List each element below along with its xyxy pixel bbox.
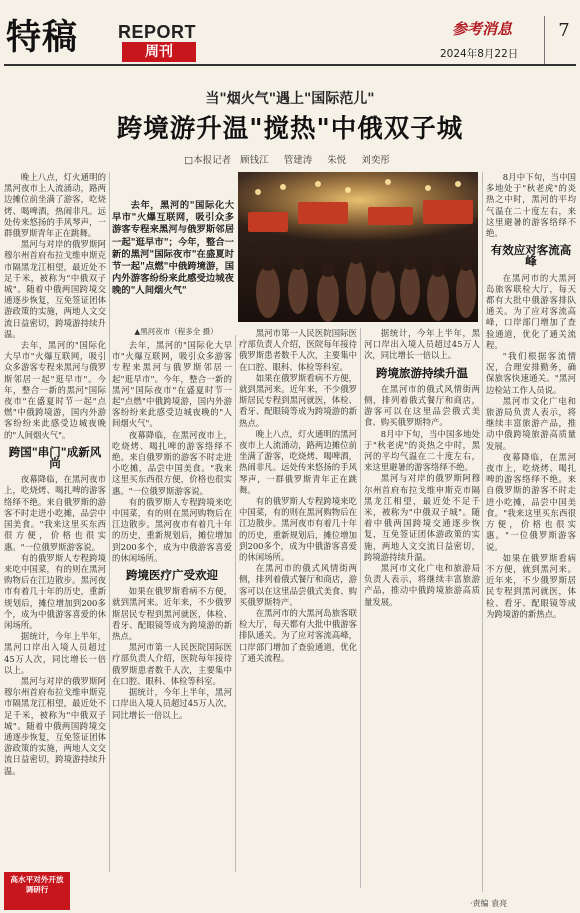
masthead-rule <box>4 64 576 66</box>
text-column-3 <box>239 328 357 888</box>
headline: 跨境游升温"搅热"中俄双子城 <box>116 114 464 144</box>
paragraph: 在黑河市的俄式风情街两侧，排列着俄式餐厅和商店，游客可以在这里品尝俄式美食、购买俄罗斯特产。 <box>239 563 357 607</box>
paragraph: 夜幕降临，在黑河夜市上，吃烧烤、喝扎啤的游客络绎不绝。来自俄罗斯的游客不时走进小吃摊，品尝中国美食。"我来这里买东西很方便，价格也很实惠。"一位俄罗斯游客说。 <box>486 451 576 552</box>
paragraph: 如果在俄罗斯看病不方便，就到黑河来。近年来，不少俄罗斯居民专程到黑河就医，体检、看牙、配眼镜等成为跨境游的新热点。 <box>239 372 357 428</box>
paragraph: 黑河市文化广电和旅游局负责人表示，将继续丰富旅游产品，推动中俄跨境旅游高质量发展。 <box>486 395 576 451</box>
paragraph: 据统计，今年上半年，黑河口岸出入境人员超过45万人次，同比增长一倍以上。 <box>4 631 106 675</box>
paragraph: 黑河市文化广电和旅游局负责人表示，将继续丰富旅游产品，推动中俄跨境旅游高质量发展。 <box>364 563 480 607</box>
paragraph: 夜幕降临，在黑河夜市上，吃烧烤、喝扎啤的游客络绎不绝。来自俄罗斯的游客不时走进小吃摊，品尝中国美食。"我来这里买东西很方便，价格也很实惠。"一位俄罗斯游客说。 <box>112 429 232 496</box>
column-rule <box>482 172 483 892</box>
photo-caption: ▲黑河夜市（程多全 摄） <box>134 327 218 336</box>
page-number: 7 <box>558 20 570 41</box>
paper-logo: 参考消息 <box>452 20 513 38</box>
paragraph: 据统计，今年上半年，黑河口岸出入境人员超过45万人次，同比增长一倍以上。 <box>112 687 232 720</box>
night-market-photo <box>238 172 478 322</box>
author-name: 管建涛 <box>283 155 313 166</box>
section-heading: 有效应对客流高峰 <box>490 243 572 269</box>
paragraph: 在黑河市的大黑河岛旅客联检大厅，每天都有大批中俄游客排队通关。为了应对客流高峰，口岸部门增加了查验通道，优化了通关流程。 <box>239 608 357 663</box>
section-heading: 跨境医疗广受欢迎 <box>126 568 218 583</box>
lead-text: 去年，黑河的"国际化大早市"火爆互联网，吸引众多游客专程来黑河与俄罗斯邻居一起"逛早市"；今年，整合一新的黑河"国际夜市"在盛夏时节一起"点燃"中俄跨境游，国内外游客纷纷来此感受边城夜晚的"人间烟火气" <box>112 200 234 297</box>
paragraph: 晚上八点，灯火通明的黑河夜市上人流涌动，路两边摊位前坐满了游客，吃烧烤、喝啤酒，热闹非凡。远处传来悠扬的手风琴声，一群俄罗斯青年正在跳舞。 <box>4 172 106 239</box>
series-banner: 高水平对外开放调研行 <box>4 872 70 910</box>
paragraph: 有的俄罗斯人专程跨境来吃中国菜，有的则在黑河购物后在江边散步。黑河夜市有着几十年的历史，重新规划后，摊位增加到200多个，成为中俄游客喜爱的休闲场所。 <box>239 496 357 563</box>
paragraph: 在黑河市的大黑河岛旅客联检大厅，每天都有大批中俄游客排队通关。为了应对客流高峰，口岸部门增加了查验通道，优化了通关流程。 <box>486 272 576 350</box>
text-column-5 <box>486 172 576 892</box>
kicker: 当"烟火气"遇上"国际范儿" <box>205 91 375 107</box>
column-rule <box>360 328 361 888</box>
text-column-4 <box>364 328 480 888</box>
paragraph: 黑河与对岸的俄罗斯阿穆尔州首府布拉戈维申斯克市隔黑龙江相望，最近处不足千米，被称为"中俄双子城"。随着中俄两国跨境交通逐步恢复，互免签证团体游政策的实施，两地人文交流日益密切，跨境游持续升温。 <box>4 675 106 776</box>
paragraph: 有的俄罗斯人专程跨境来吃中国菜，有的则在黑河购物后在江边散步。黑河夜市有着几十年的历史，重新规划后，摊位增加到200多个，成为中俄游客喜爱的休闲场所。 <box>112 496 232 563</box>
paragraph: 有的俄罗斯人专程跨境来吃中国菜，有的则在黑河购物后在江边散步。黑河夜市有着几十年的历史，重新规划后，摊位增加到200多个，成为中俄游客喜爱的休闲场所。 <box>4 552 106 630</box>
paragraph: 如果在俄罗斯看病不方便，就到黑河来。近年来，不少俄罗斯居民专程到黑河就医，体检、看牙、配眼镜等成为跨境游的新热点。 <box>486 552 576 619</box>
paragraph: 去年，黑河的"国际化大早市"火爆互联网，吸引众多游客专程来黑河与俄罗斯邻居一起"逛早市"。今年，整合一新的黑河"国际夜市"在盛夏时节一起"点燃"中俄跨境游，国内外游客纷纷来此感受边城夜晚的"人间烟火气"。 <box>4 340 106 440</box>
paragraph: 8月中下旬，当中国多地处于"秋老虎"的炎热之中时，黑河的平均气温在二十度左右，来这里避暑的游客络绎不绝。 <box>486 172 576 239</box>
text-column-2 <box>112 340 232 870</box>
paragraph: 黑河市第一人民医院国际医疗部负责人介绍，医院每年接待俄罗斯患者数千人次，主要集中在口腔、眼科、体检等科室。 <box>239 328 357 372</box>
paragraph: 黑河与对岸的俄罗斯阿穆尔州首府布拉戈维申斯克市隔黑龙江相望，最近处不足千米，被称为"中俄双子城"。随着中俄两国跨境交通逐步恢复，互免签证团体游政策的实施，两地人文交流日益密切，跨境游持续升温。 <box>364 473 480 562</box>
paragraph: 在黑河市的俄式风情街两侧，排列着俄式餐厅和商店，游客可以在这里品尝俄式美食、购买俄罗斯特产。 <box>364 383 480 428</box>
byline-prefix: □本报记者 <box>184 155 232 166</box>
lead-box <box>112 200 234 318</box>
paragraph: 如果在俄罗斯看病不方便，就到黑河来。近年来，不少俄罗斯居民专程到黑河就医，体检、看牙、配眼镜等成为跨境游的新热点。 <box>112 586 232 642</box>
weekly-badge: 周刊 <box>122 42 196 62</box>
author-name: 刘奕彤 <box>361 155 390 166</box>
byline <box>0 152 580 166</box>
section-title: 特稿 <box>6 18 79 58</box>
paragraph: 黑河与对岸的俄罗斯阿穆尔州首府布拉戈维申斯克市隔黑龙江相望，最近处不足千米，被称为"中俄双子城"。随着中俄两国跨境交通逐步恢复，互免签证团体游政策的实施，两地人文交流日益密切，跨境游持续升温。 <box>4 239 106 339</box>
author-name: 顾钱江 <box>240 155 269 166</box>
section-english: REPORT <box>118 22 197 42</box>
paragraph: 黑河市第一人民医院国际医疗部负责人介绍，医院每年接待俄罗斯患者数千人次，主要集中在口腔、眼科、体检等科室。 <box>112 642 232 686</box>
column-rule <box>109 172 110 872</box>
paragraph: 据统计，今年上半年，黑河口岸出入境人员超过45万人次，同比增长一倍以上。 <box>364 328 480 361</box>
issue-date: 2024年8月22日 <box>440 48 519 60</box>
section-heading: 跨境旅游持续升温 <box>376 365 468 380</box>
text-column-1 <box>4 172 106 866</box>
author-name: 朱悦 <box>327 155 347 166</box>
paragraph: 夜幕降临，在黑河夜市上，吃烧烤、喝扎啤的游客络绎不绝。来自俄罗斯的游客不时走进小吃摊，品尝中国美食。"我来这里买东西很方便，价格也很实惠。"一位俄罗斯游客说。 <box>4 474 106 552</box>
paragraph: 8月中下旬，当中国多地处于"秋老虎"的炎热之中时，黑河的平均气温在二十度左右，来这里避暑的游客络绎不绝。 <box>364 428 480 473</box>
column-rule <box>235 335 236 872</box>
editor-signature: ·责编 袁亮 <box>470 899 508 908</box>
masthead-divider <box>544 16 545 66</box>
section-heading: 跨国"串门"成新风尚 <box>8 444 102 471</box>
masthead <box>4 8 576 60</box>
paragraph: 去年，黑河的"国际化大早市"火爆互联网，吸引众多游客专程来黑河与俄罗斯邻居一起"逛早市"。今年，整合一新的黑河"国际夜市"在盛夏时节一起"点燃"中俄跨境游，国内外游客纷纷来此感受边城夜晚的"人间烟火气"。 <box>112 340 232 429</box>
paragraph: 晚上八点，灯火通明的黑河夜市上人流涌动，路两边摊位前坐满了游客，吃烧烤、喝啤酒，热闹非凡。远处传来悠扬的手风琴声，一群俄罗斯青年正在跳舞。 <box>239 428 357 495</box>
paragraph: "我们根据客流情况，合理安排勤务，确保旅客快速通关。"黑河边检站工作人员说。 <box>486 351 576 395</box>
